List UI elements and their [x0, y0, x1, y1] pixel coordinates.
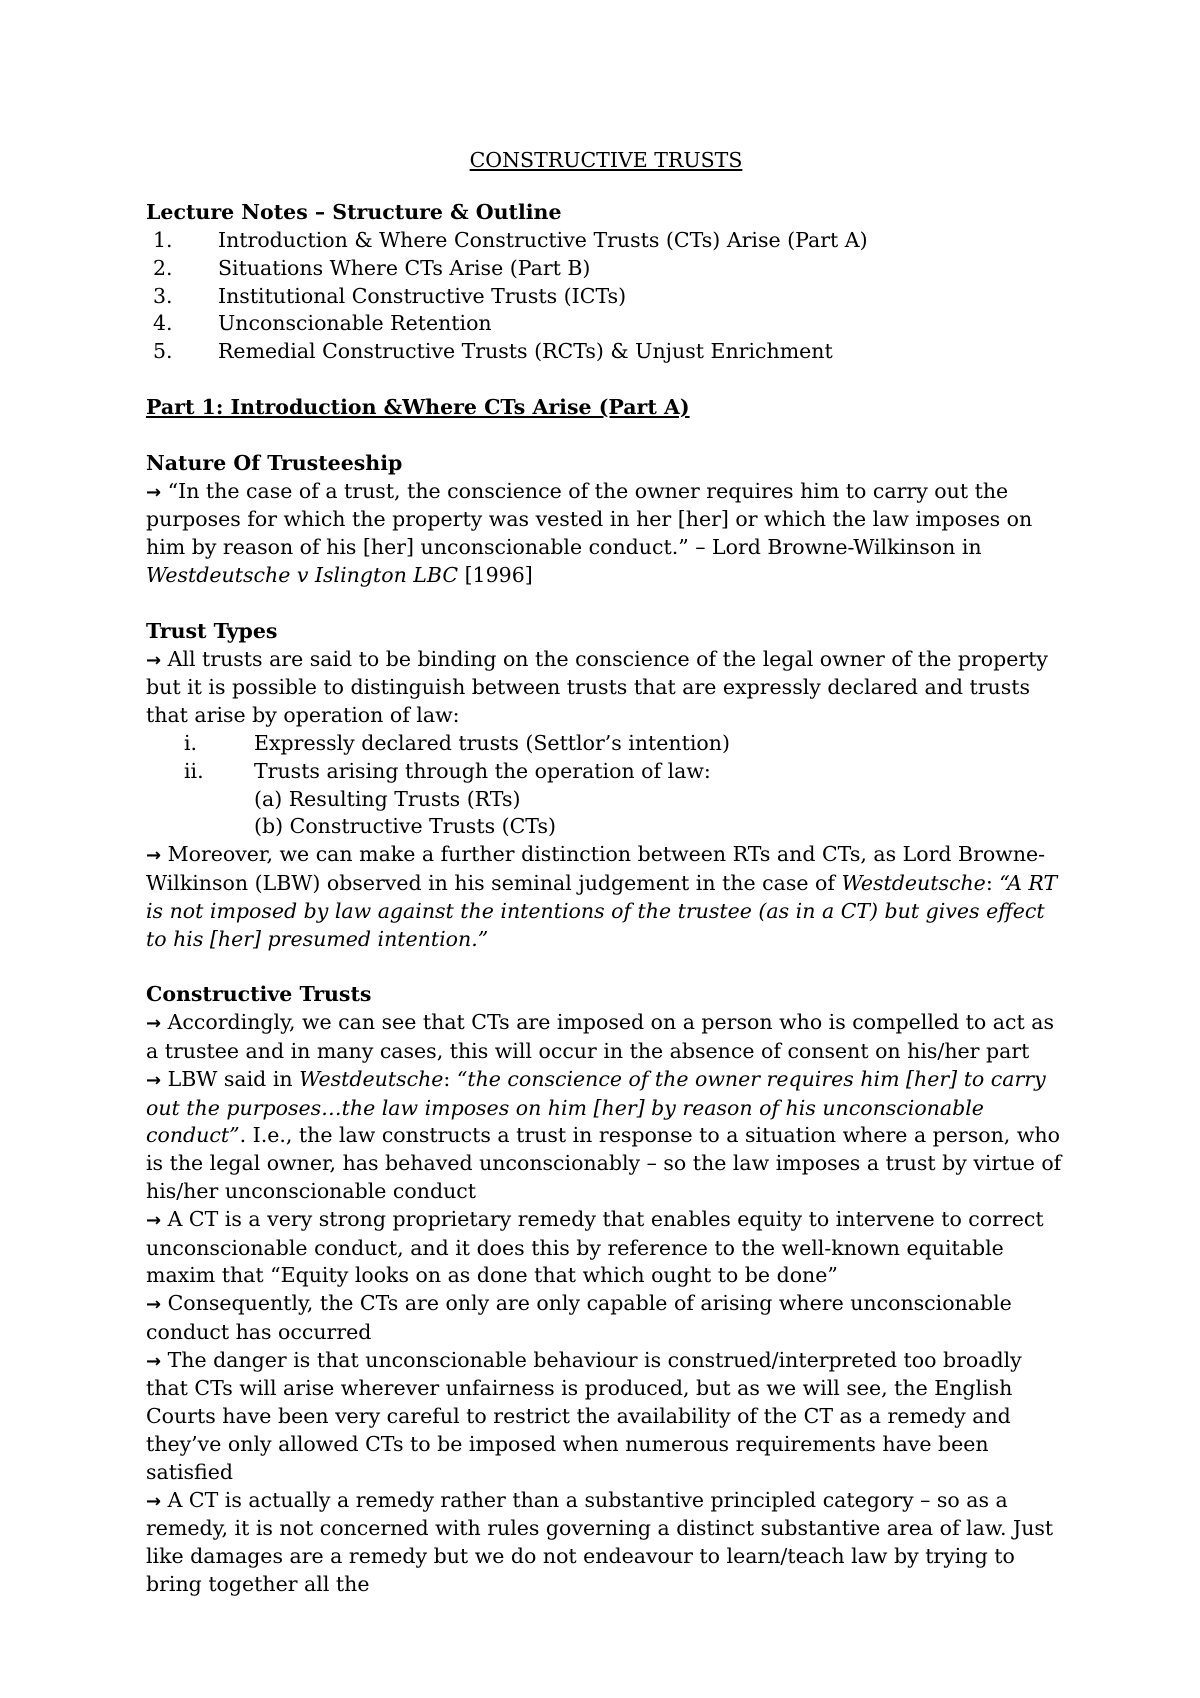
ct-paragraph: [146, 1290, 1066, 1347]
judgement-quote: “the conscience of the owner requires him [her] to carry out the purposes…the law imposes on him [her] by reason of his unconscionable conduct”: [146, 1066, 1046, 1148]
sub-list-item: (a) Resulting Trusts (RTs): [254, 786, 521, 811]
arrow-icon: →: [146, 1490, 162, 1512]
constructive-trusts-heading: Constructive Trusts: [146, 982, 372, 1007]
arrow-icon: →: [146, 845, 162, 867]
outline-item-number: 1.: [153, 228, 173, 252]
arrow-icon: →: [146, 1069, 162, 1091]
ct-paragraph-text: A CT is actually a remedy rather than a substantive principled category – so as a remedy, it is not concerned with rules governing a distinct substantive area of law. Just like damages are a remedy but we do not endeavour to learn/teach law by trying to bring together all the: [146, 1487, 1054, 1597]
part1-heading: Part 1: Introduction &Where CTs Arise (Part A): [146, 394, 690, 419]
outline-item-number: 5.: [153, 339, 173, 364]
ct-paragraph-text: A CT is a very strong proprietary remedy that enables equity to intervene to correct unconscionable conduct, and it does this by reference to the well-known equitable maxim that “Equity looks on as done that which ought to be done”: [146, 1206, 1044, 1288]
ct-paragraph: [146, 1206, 1066, 1290]
outline-item-text: Remedial Constructive Trusts (RCTs) & Unjust Enrichment: [218, 339, 833, 364]
outline-item: [146, 255, 1066, 283]
outline-item: [146, 310, 1066, 338]
document-title: CONSTRUCTIVE TRUSTS: [469, 148, 743, 172]
outline-item-text: Unconscionable Retention: [218, 311, 492, 336]
trust-types-paragraph: [146, 646, 1066, 730]
outline-item-text: Institutional Constructive Trusts (ICTs): [218, 283, 627, 308]
ct-paragraph-text: . I.e., the law constructs a trust in response to a situation where a person, who is the legal owner, has behaved unconscionably – so the law imposes a trust by virtue of his/her unconscionable conduct: [146, 1123, 1062, 1203]
outline-item-number: 4.: [153, 311, 173, 336]
distinction-text: Moreover, we can make a further distinction between RTs and CTs, as Lord Browne-Wilkinson (LBW) observed in his seminal judgement in the case of: [146, 842, 1046, 895]
roman-item-text: Trusts arising through the operation of law:: [254, 758, 711, 783]
ct-paragraph: [146, 1066, 1066, 1206]
ct-paragraph: [146, 1487, 1066, 1599]
roman-list-item: [146, 758, 1066, 786]
arrow-icon: →: [146, 649, 162, 671]
arrow-icon: →: [146, 1013, 162, 1035]
roman-numeral: i.: [184, 730, 198, 755]
case-name: Westdeutsche v Islington LBC: [146, 562, 459, 587]
outline-item-number: 2.: [153, 255, 173, 280]
ct-paragraph: [146, 1347, 1066, 1487]
case-year: [1996]: [458, 562, 533, 587]
outline-item: [146, 338, 1066, 366]
punctuation: :: [443, 1066, 457, 1091]
nature-paragraph: [146, 478, 1066, 590]
outline-heading: Lecture Notes – Structure & Outline: [146, 200, 562, 224]
outline-item: [146, 283, 1066, 311]
nature-quote-text: “In the case of a trust, the conscience of the owner requires him to carry out the purposes for which the property was vested in her [her] or which the law imposes on him by reason of his [her] unconscionable conduct.” – Lord Browne-Wilkinson in: [146, 478, 1033, 560]
trust-types-text: All trusts are said to be binding on the conscience of the legal owner of the property but it is possible to distinguish between trusts that are expressly declared and trusts that arise by operation of law:: [146, 646, 1049, 728]
roman-list-item: [146, 730, 1066, 758]
outline-item-text: Introduction & Where Constructive Trusts (CTs) Arise (Part A): [218, 228, 868, 252]
trust-types-distinction-paragraph: [146, 841, 1066, 953]
punctuation: :: [985, 870, 1000, 895]
trust-types-heading: Trust Types: [146, 618, 278, 643]
arrow-icon: →: [146, 1350, 162, 1372]
document-body: [146, 147, 1066, 1599]
outline-item-text: Situations Where CTs Arise (Part B): [218, 255, 591, 280]
nature-heading: Nature Of Trusteeship: [146, 450, 403, 475]
ct-paragraph: [146, 1009, 1066, 1066]
outline-item-number: 3.: [153, 283, 173, 308]
ct-paragraph-text: Accordingly, we can see that CTs are imposed on a person who is compelled to act as a trustee and in many cases, this will occur in the absence of consent on his/her part: [146, 1010, 1054, 1063]
sub-list-item: (b) Constructive Trusts (CTs): [254, 814, 556, 839]
roman-item-text: Expressly declared trusts (Settlor’s intention): [254, 730, 730, 755]
arrow-icon: →: [146, 1209, 162, 1231]
arrow-icon: →: [146, 1294, 162, 1316]
ct-paragraph-text: LBW said in: [161, 1066, 300, 1091]
roman-numeral: ii.: [184, 758, 204, 783]
case-name: Westdeutsche: [299, 1066, 444, 1091]
outline-item: [146, 227, 1066, 255]
outline-list: [146, 227, 1066, 366]
arrow-icon: →: [146, 481, 162, 503]
ct-paragraph-text: Consequently, the CTs are only are only capable of arising where unconscionable conduct has occurred: [146, 1291, 1012, 1344]
judgement-quote: “A RT is not imposed by law against the intentions of the trustee (as in a CT) but gives effect to his [her] presumed intention.”: [146, 870, 1058, 951]
ct-paragraph-text: The danger is that unconscionable behaviour is construed/interpreted too broadly that CTs will arise wherever unfairness is produced, but as we will see, the English Courts have been very careful to restrict the availability of the CT as a remedy and they’ve only allowed CTs to be imposed when numerous requirements have been satisfied: [146, 1347, 1022, 1484]
case-name: Westdeutsche: [841, 870, 986, 895]
